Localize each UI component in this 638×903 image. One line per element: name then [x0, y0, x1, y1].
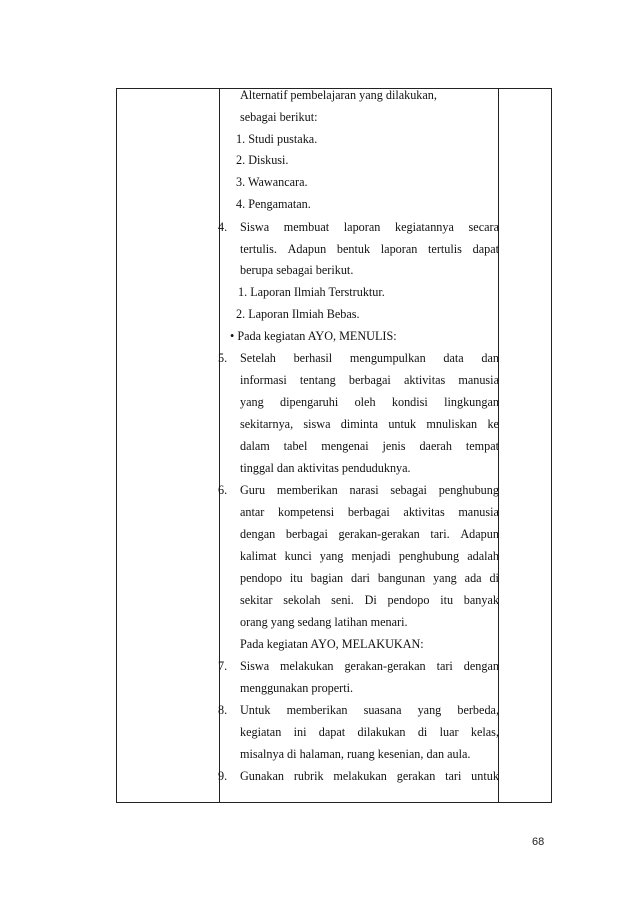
line-text: 1. Laporan Ilmiah Terstruktur.: [238, 285, 385, 299]
list-number: 5.: [218, 351, 228, 365]
word: dapat: [318, 725, 346, 739]
word: Adapun: [287, 242, 327, 256]
word: gerakan: [396, 769, 436, 783]
line-text: [240, 593, 499, 608]
word: sekitarnya,: [240, 417, 294, 431]
word: informasi: [240, 373, 287, 387]
word: bentuk: [336, 242, 371, 256]
word: diminta: [340, 417, 379, 431]
word: melakukan: [280, 659, 334, 673]
line-text: 3. Wawancara.: [236, 175, 308, 189]
word: kondisi: [391, 395, 428, 409]
word: Gunakan: [240, 769, 284, 783]
line-text: orang yang sedang latihan menari.: [240, 615, 408, 629]
list-number: 7.: [218, 659, 228, 673]
word: kegiatan: [240, 725, 282, 739]
line-text: misalnya di halaman, ruang kesenian, dan aula.: [240, 747, 471, 761]
line-text: [240, 351, 499, 366]
word: berbagai: [348, 373, 391, 387]
word: tari: [445, 769, 462, 783]
word: untuk: [388, 417, 417, 431]
line-text: [240, 417, 499, 432]
word: luar: [439, 725, 459, 739]
line-text: Alternatif pembelajaran yang dilakukan,: [240, 88, 437, 102]
line-text: Pada kegiatan AYO, MELAKUKAN:: [240, 637, 424, 651]
word: siswa: [303, 417, 331, 431]
word: manusia: [458, 505, 499, 519]
word: pendopo: [387, 593, 430, 607]
line-text: [240, 483, 499, 498]
list-number: 4.: [218, 220, 228, 234]
word: secara: [468, 220, 499, 234]
word: Setelah: [240, 351, 276, 365]
word: dari: [350, 571, 370, 585]
line-text: 2. Laporan Ilmiah Bebas.: [236, 307, 360, 321]
list-number: 9.: [218, 769, 228, 783]
word: dengan: [463, 659, 499, 673]
word: Untuk: [240, 703, 271, 717]
line-text: • Pada kegiatan AYO, MENULIS:: [230, 329, 397, 343]
word: lingkungan: [444, 395, 499, 409]
line-text: [240, 439, 499, 454]
word: di: [417, 725, 428, 739]
line-text: berupa sebagai berikut.: [240, 263, 354, 277]
line-text: sebagai berikut:: [240, 110, 318, 124]
word: tempat: [465, 439, 499, 453]
line-text: tinggal dan aktivitas penduduknya.: [240, 461, 411, 475]
word: antar: [240, 505, 265, 519]
line-text: [240, 505, 499, 520]
word: menjadi: [351, 549, 391, 563]
line-text: [240, 725, 499, 740]
word: untuk: [471, 769, 499, 783]
word: data: [443, 351, 464, 365]
word: ke: [487, 417, 499, 431]
word: di: [489, 571, 499, 585]
line-text: [240, 769, 499, 784]
word: penghubung: [438, 483, 499, 497]
page-number: 68: [532, 836, 545, 848]
line-text: 1. Studi pustaka.: [236, 132, 318, 146]
word: aktivitas: [403, 373, 446, 387]
word: narasi: [349, 483, 379, 497]
line-text: 4. Pengamatan.: [236, 197, 311, 211]
word: melakukan: [333, 769, 387, 783]
word: banyak: [463, 593, 499, 607]
word: memberikan: [286, 703, 348, 717]
word: daerah: [419, 439, 452, 453]
word: laporan: [380, 242, 418, 256]
word: gerakan-gerakan: [344, 659, 426, 673]
line-text: [240, 549, 499, 564]
word: sekolah: [283, 593, 321, 607]
word: yang: [417, 703, 442, 717]
word: ini: [293, 725, 307, 739]
line-text: [240, 703, 499, 718]
word: itu: [440, 593, 454, 607]
word: tertulis.: [240, 242, 277, 256]
line-text: 2. Diskusi.: [236, 153, 289, 167]
word: sekitar: [240, 593, 273, 607]
word: Di: [364, 593, 377, 607]
word: yang: [433, 571, 457, 585]
word: bangunan: [377, 571, 426, 585]
word: Adapun: [460, 527, 499, 541]
word: itu: [289, 571, 303, 585]
word: gerakan-gerakan: [338, 527, 420, 541]
word: Guru: [240, 483, 266, 497]
word: jenis: [382, 439, 406, 453]
word: oleh: [354, 395, 376, 409]
word: kelas,: [470, 725, 499, 739]
word: mengumpulkan: [349, 351, 426, 365]
word: mengenai: [321, 439, 369, 453]
word: tari: [436, 659, 453, 673]
word: pendopo: [240, 571, 282, 585]
line-text: [240, 395, 499, 410]
word: tentang: [299, 373, 336, 387]
word: penghubung: [398, 549, 460, 563]
line-text: [240, 220, 499, 235]
word: ada: [464, 571, 482, 585]
word: tabel: [283, 439, 308, 453]
word: berhasil: [293, 351, 333, 365]
word: Siswa: [240, 220, 270, 234]
word: bagian: [310, 571, 344, 585]
line-text: [240, 527, 499, 542]
word: dengan: [240, 527, 276, 541]
list-number: 8.: [218, 703, 228, 717]
line-text: [240, 242, 499, 257]
word: kalimat: [240, 549, 277, 563]
word: rubrik: [293, 769, 324, 783]
line-text: menggunakan properti.: [240, 681, 354, 695]
word: mnuliskan: [426, 417, 478, 431]
word: berbeda,: [457, 703, 499, 717]
word: berbagai: [347, 505, 390, 519]
word: memberikan: [276, 483, 338, 497]
line-text: [240, 373, 499, 388]
line-text: [240, 571, 499, 586]
word: dilakukan: [357, 725, 406, 739]
word: kegiatannya: [395, 220, 454, 234]
word: yang: [319, 549, 344, 563]
word: adalah: [467, 549, 499, 563]
list-number: 6.: [218, 483, 228, 497]
word: seni.: [331, 593, 354, 607]
word: tertulis: [428, 242, 462, 256]
word: Siswa: [240, 659, 270, 673]
word: dipengaruhi: [280, 395, 339, 409]
column-divider-left: [219, 89, 220, 802]
word: yang: [240, 395, 264, 409]
word: sebagai: [390, 483, 427, 497]
word: aktivitas: [403, 505, 445, 519]
line-text: [240, 659, 499, 674]
word: berbagai: [285, 527, 328, 541]
word: dalam: [240, 439, 270, 453]
word: suasana: [363, 703, 402, 717]
word: membuat: [283, 220, 330, 234]
word: laporan: [343, 220, 381, 234]
word: manusia: [458, 373, 499, 387]
word: tari.: [430, 527, 450, 541]
word: kompetensi: [277, 505, 335, 519]
word: dapat: [472, 242, 499, 256]
word: dan: [481, 351, 499, 365]
word: kunci: [284, 549, 312, 563]
